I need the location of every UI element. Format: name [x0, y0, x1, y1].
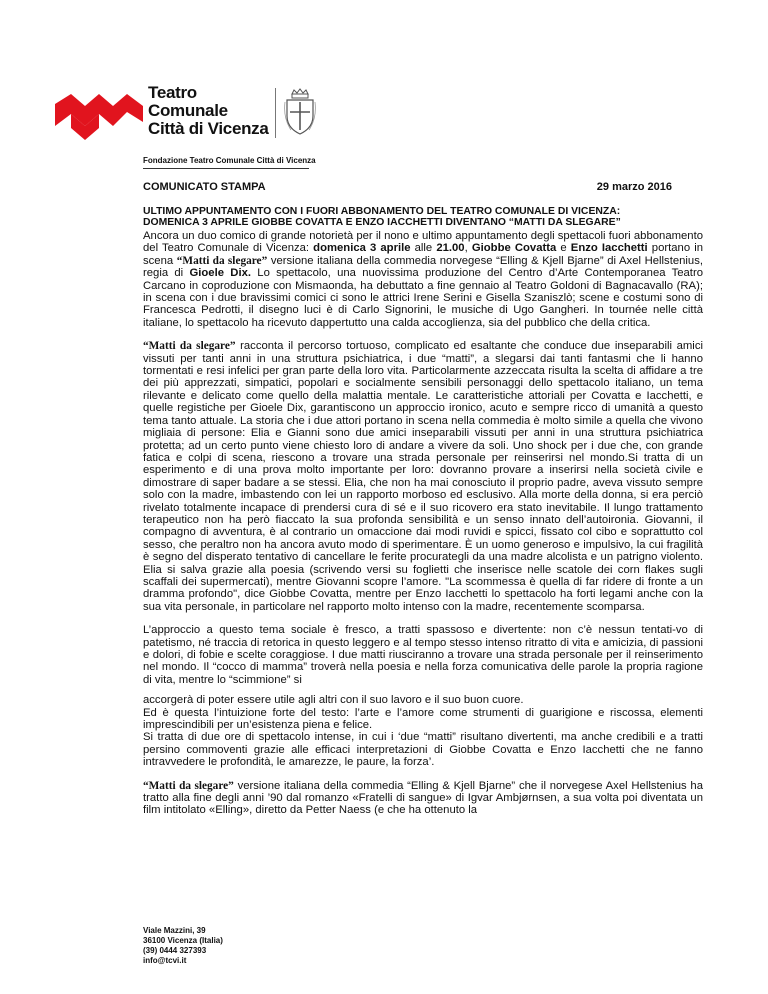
teatro-logo-icon [55, 88, 143, 142]
headline-line-2: DOMENICA 3 APRILE GIOBBE COVATTA E ENZO IACCHETTI DIVENTANO “MATTI DA SLEGARE” [143, 217, 621, 228]
paragraph-approach: L’approccio a questo tema sociale è fresco, a tratti spassoso e divertente: non c’è nessun tentati-vo di patetismo, né traccia di retorica in questo leggero e al tempo stesso intenso ritratto di vita e amicizia, di passioni e dolori, di fobie e scelte coraggiose. I due matti riusciranno a trovare una strada personale per il reinserimento nel mondo. Il “cocco di mamma” troverà nella poesia e nella forza comunicativa delle parole la propria ragione di vita, mentre lo “scimmione” si [143, 624, 703, 686]
logo-wordmark [148, 84, 269, 138]
paragraph-story: “Matti da slegare” racconta il percorso tortuoso, complicato ed esaltante che conduce due inseparabili amici vissuti per tanti anni in una struttura psichiatrica, i due “matti”, a slegarsi dai tanti fantasmi che li hanno tormentati e resi infelici per gran parte della loro vita. Particolarmente azzeccata risulta la scelta di affidare a tre dei più apprezzati, simpatici, popolari e socialmente sensibili personaggi dello spettacolo italiano, un tema rilevante e delicato come quello della malattia mentale. Le caratteristiche attoriali per Covatta e Iacchetti, e quelle registiche per Gioele Dix, garantiscono un approccio ironico, acuto e sempre ricco di umanità a questo tema tanto attuale. La storia che i due attori portano in scena nella commedia è molto simile a quella che vivono migliaia di persone: Elia e Gianni sono due amici inseparabili vissuti per anni in una struttura psichiatrica protetta; ad un certo punto viene chiesto loro di andare a vivere da soli. Uno shock per i due che, con grande fatica e colpi di scena, riescono a trovare una strada personale per reinserirsi nel mondo.Si tratta di un esperimento e di una prova molto importante per loro: dovranno provare a inserirsi nella società civile e dimostrare di saper badare a se stessi. Elia, che non ha mai conosciuto il proprio padre, aveva vissuto sempre solo con la madre, imbastendo con lei un rapporto morboso ed esclusivo. Alla morte della donna, si era perciò rivelato totalmente incapace di prendersi cura di sé e il suo ricovero era stato inevitabile. Il lungo trattamento terapeutico non ha però fiaccato la sua profonda sensibilità e un senso innato dell’autoironia. Giovanni, il compagno di avventura, è al contrario un omaccione dai modi ruvidi e spicci, fissato col cibo e soprattutto col sesso, che peraltro non ha ancora avuto modo di sperimentare. È un uomo generoso e impulsivo, la cui fragilità è segno del disperato tentativo di cancellare le ferite procurategli da una madre alcolista e un patrigno violento. Elia si salva grazie alla poesia (scrivendo versi su foglietti che inserisce nelle scatole dei corn flakes sugli scaffali dei supermercati), mentre Giovanni scopre l’amore. "La scommessa è quella di far ridere di fronte a un dramma profondo", dice Giobbe Covatta, mentre per Enzo Iacchetti lo spettacolo ha forti legami anche con la sua vita personale, in particolare nel rapporto molto intenso con la madre, recentemente scomparsa. [143, 340, 703, 613]
article-body [143, 230, 703, 828]
headline-line-1: ULTIMO APPUNTAMENTO CON I FUORI ABBONAMENTO DEL TEATRO COMUNALE DI VICENZA: [143, 206, 621, 217]
paragraph-origin: “Matti da slegare” versione italiana della commedia “Elling & Kjell Bjarne” che il norvegese Axel Hellstenius ha tratto alla fine degli anni ’90 dal romanzo «Fratelli di sangue» di Igvar Ambjørnsen, a sua volta poi diventata un film intitolato «Elling», diretto da Petter Naess (e che ha ottenuto la [143, 779, 703, 817]
logo-line-3: Città di Vicenza [148, 119, 269, 138]
address-street: Viale Mazzini, 39 [143, 926, 206, 935]
address-email[interactable]: info@tcvi.it [143, 956, 187, 965]
foundation-divider [143, 168, 309, 169]
paragraph-insight: accorgerà di poter essere utile agli altri con il suo lavoro e il suo buon cuore. Ed è questa l’intuizione forte del testo: l’arte e l’amore come strumenti di guarigione e riscossa, elementi imprescindibili per un’esistenza piena e felice. Si tratta di due ore di spettacolo intense, in cui i ‘due “matti” risultano divertenti, ma anche credibili e a tratti persino commoventi grazie alle efficaci interpretazioni di Giobbe Covatta e Enzo Iacchetti che ne fanno intravvedere le profondità, le amarezze, le paure, la forza’. [143, 694, 703, 769]
logo-divider [275, 88, 276, 138]
contact-address [143, 926, 223, 966]
address-phone: (39) 0444 327393 [143, 946, 207, 955]
foundation-name: Fondazione Teatro Comunale Città di Vicenza [143, 156, 316, 165]
headline [143, 206, 703, 228]
address-city: 36100 Vicenza (Italia) [143, 936, 223, 945]
logo-line-1: Teatro [148, 83, 197, 102]
logo-line-2: Comunale [148, 101, 228, 120]
press-release-date: 29 marzo 2016 [596, 181, 672, 193]
press-release-label: COMUNICATO STAMPA [143, 181, 266, 193]
paragraph-intro: Ancora un duo comico di grande notorietà per il nono e ultimo appuntamento degli spettacoli fuori abbonamento del Teatro Comunale di Vicenza: domenica 3 aprile alle 21.00, Giobbe Covatta e Enzo Iacchetti portano in scena “Matti da slegare” versione italiana della commedia norvegese “Elling & Kjell Bjarne” di Axel Hellstenius, regia di Gioele Dix. Lo spettacolo, una nuovissima produzione del Centro d’Arte Contemporanea Teatro Carcano in coproduzione con Mismaonda, ha debuttato a fine gennaio al Teatro Goldoni di Bagnacavallo (RA); in scena con i due bravissimi comici ci sono le attrici Irene Serini e Gisella Szaniszlò; scene e costumi sono di Francesca Pedrotti, il disegno luci è di Carlo Signorini, le musiche di Ugo Gangheri. In tournée nelle città italiane, lo spettacolo ha ricevuto dappertutto una calda accoglienza, sia del pubblico che della critica. [143, 230, 704, 329]
vicenza-crest-icon [283, 88, 317, 136]
